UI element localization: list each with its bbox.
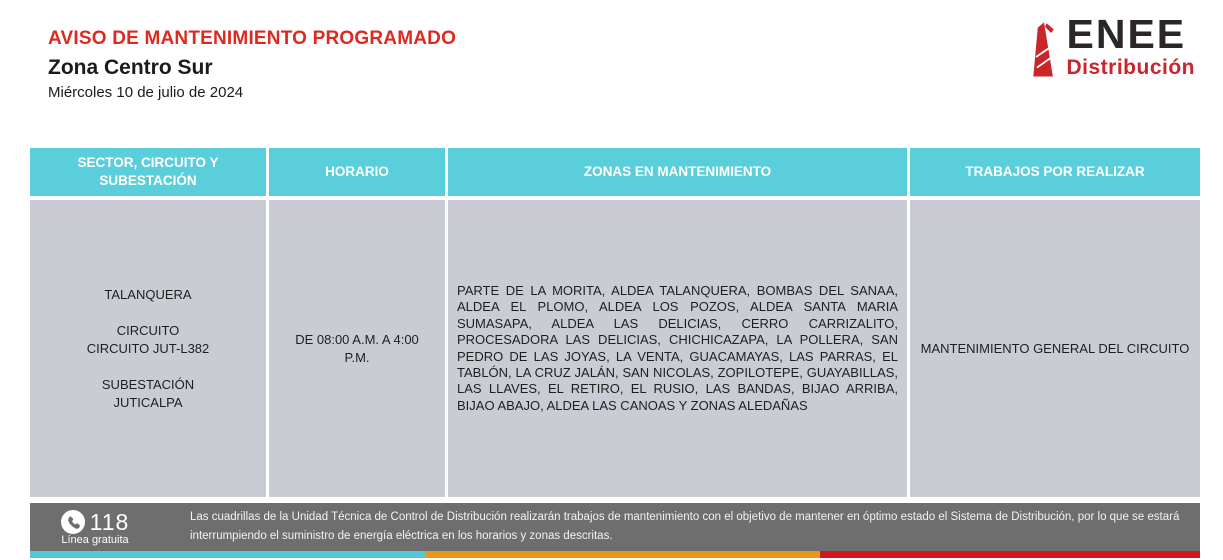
zone-subtitle: Zona Centro Sur — [48, 56, 213, 79]
phone-icon — [61, 510, 85, 534]
column-header-work: TRABAJOS POR REALIZAR — [910, 148, 1200, 196]
phone-block — [30, 509, 160, 546]
strip-orange — [425, 551, 820, 558]
schedule-text: DE 08:00 A.M. A 4:00 P.M. — [295, 331, 419, 365]
strip-red — [820, 551, 1200, 558]
strip-cyan — [30, 551, 425, 558]
bottom-color-strip — [30, 551, 1200, 558]
cell-zones — [448, 200, 907, 497]
footer-note: Las cuadrillas de la Unidad Técnica de Control de Distribución realizarán trabajos de mantenimiento con el objetivo de mantener en óptimo estado el Sistema de Distribución, por lo que se estará interrumpiendo el suministro de energía eléctrica en los horarios y zonas descritas. — [190, 511, 1180, 542]
maintenance-table — [30, 148, 1200, 497]
column-header-zones: ZONAS EN MANTENIMIENTO — [448, 148, 907, 196]
zones-text: PARTE DE LA MORITA, ALDEA TALANQUERA, BOMBAS DEL SANAA, ALDEA EL PLOMO, ALDEA LOS POZOS, ALDEA SANTA MARIA SUMASAPA, ALDEA LAS DELICIAS, CERRO CARRIZALITO, PROCESADORA LAS DELICIAS, CHICHICAZAPA, LA POLLERA, SAN PEDRO DE LAS JOYAS, LA VENTA, GUACAMAYAS, LAS PARRAS, EL TABLÓN, LA CRUZ JALÁN, SAN NICOLAS, ZOPILOTEPE, GUAYABILLAS, LAS LLAVES, EL RETIRO, EL RUSIO, LAS BANDAS, BIJAO ARRIBA, BIJAO ABAJO, ALDEA LAS CANOAS Y ZONAS ALEDAÑAS — [457, 282, 898, 413]
circuit-id: CIRCUITO JUT-L382 — [86, 340, 210, 356]
power-pole-icon — [1028, 18, 1060, 85]
circuit-label: CIRCUITO — [116, 322, 180, 338]
column-header-schedule: HORARIO — [269, 148, 445, 196]
footer-bar — [30, 503, 1200, 551]
page-title: AVISO DE MANTENIMIENTO PROGRAMADO — [48, 28, 457, 49]
logo-name: ENEE — [1066, 11, 1187, 57]
logo-wordmark — [1066, 11, 1195, 79]
enee-logo — [1028, 11, 1195, 85]
cell-work — [910, 200, 1200, 497]
phone-label: Línea gratuita — [61, 533, 129, 546]
logo-subtitle: Distribución — [1066, 56, 1195, 79]
cell-sector — [30, 200, 266, 497]
work-text: MANTENIMIENTO GENERAL DEL CIRCUITO — [920, 340, 1190, 356]
column-header-sector: SECTOR, CIRCUITO Y SUBESTACIÓN — [30, 148, 266, 196]
sector-name: TALANQUERA — [104, 286, 192, 302]
cell-schedule — [269, 200, 445, 497]
substation-name: JUTICALPA — [113, 394, 183, 410]
substation-label: SUBESTACIÓN — [101, 376, 195, 392]
date-text: Miércoles 10 de julio de 2024 — [48, 84, 244, 101]
phone-number: 118 — [89, 508, 130, 535]
